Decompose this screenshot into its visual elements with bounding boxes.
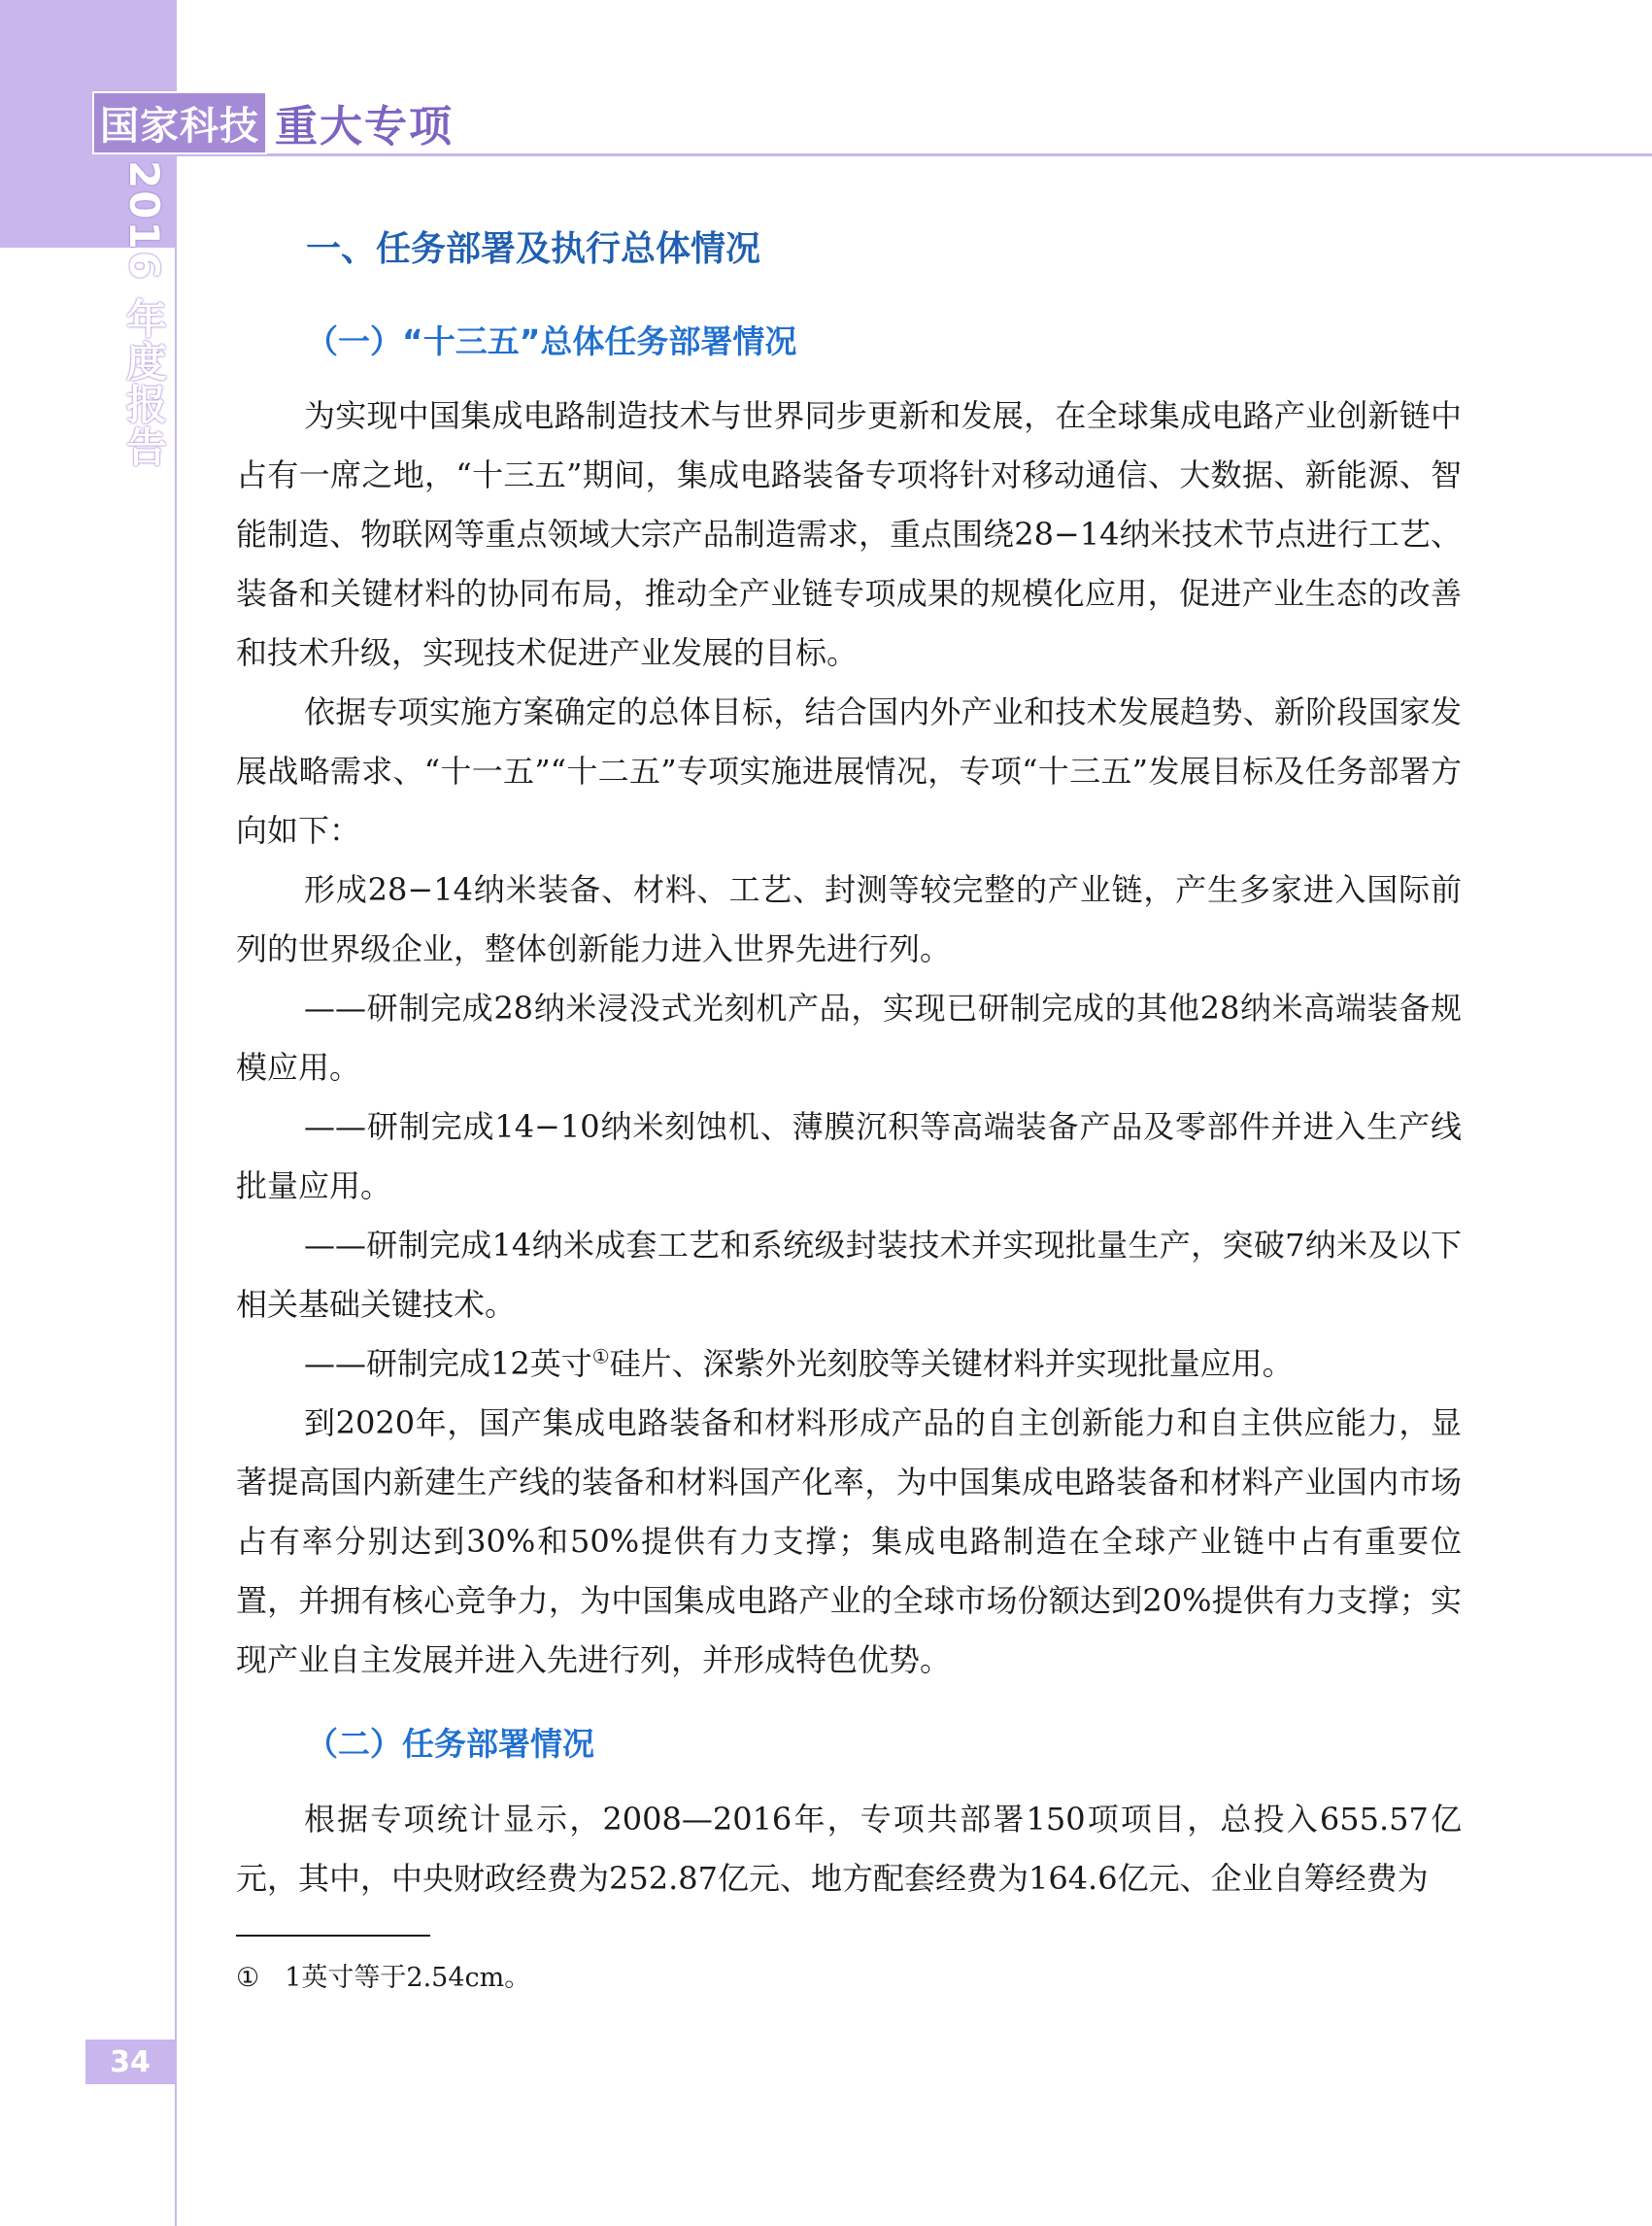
subsection-1-body <box>236 387 1462 1690</box>
brand-left-text: 国家科技 <box>92 91 267 154</box>
paragraph: ——研制完成28纳米浸没式光刻机产品，实现已研制完成的其他28纳米高端装备规模应用。 <box>236 990 1462 1086</box>
footnote-divider <box>236 1935 430 1937</box>
section-title: 一、任务部署及执行总体情况 <box>306 229 761 269</box>
footnote-mark: ① <box>236 1963 260 1993</box>
subsection-2-title: （二）任务部署情况 <box>306 1725 594 1763</box>
paragraph-text: 硅片、深紫外光刻胶等关键材料并实现批量应用。 <box>609 1345 1294 1382</box>
paragraph: 根据专项统计显示，2008—2016年，专项共部署150项项目，总投入655.57亿元，其中，中央财政经费为252.87亿元、地方配套经费为164.6亿元、企业自筹经费为 <box>236 1801 1462 1897</box>
subsection-2-body <box>236 1790 1462 1908</box>
paragraph-with-footnote <box>236 1334 1462 1394</box>
page-number: 34 <box>85 2040 175 2084</box>
brand-right-text: 重大专项 <box>275 102 454 152</box>
paragraph: 到2020年，国产集成电路装备和材料形成产品的自主创新能力和自主供应能力，显著提高国内新建生产线的装备和材料国产化率，为中国集成电路装备和材料产业国内市场占有率分别达到30%和50%提供有力支撑；集成电路制造在全球产业链中占有重要位置，并拥有核心竞争力，为中国集成电路产业的全球市场份额达到20%提供有力支撑；实现产业自主发展并进入先进行列，并形成特色优势。 <box>236 1404 1462 1678</box>
paragraph: ——研制完成14纳米成套工艺和系统级封装技术并实现批量生产，突破7纳米及以下相关基础关键技术。 <box>236 1227 1462 1323</box>
paragraph: 为实现中国集成电路制造技术与世界同步更新和发展，在全球集成电路产业创新链中占有一席之地，“十三五”期间，集成电路装备专项将针对移动通信、大数据、新能源、智能制造、物联网等重点领域大宗产品制造需求，重点围绕28−14纳米技术节点进行工艺、装备和关键材料的协同布局，推动全产业链专项成果的规模化应用，促进产业生态的改善和技术升级，实现技术促进产业发展的目标。 <box>236 397 1462 671</box>
paragraph: 依据专项实施方案确定的总体目标，结合国内外产业和技术发展趋势、新阶段国家发展战略需求、“十一五”“十二五”专项实施进展情况，专项“十三五”发展目标及任务部署方向如下： <box>236 693 1462 849</box>
paragraph-text: ——研制完成12英寸 <box>304 1345 592 1382</box>
footnote-text: 1英寸等于2.54cm。 <box>285 1963 531 1993</box>
report-year-label: 2016 年度报告 <box>120 160 168 469</box>
paragraph: 形成28−14纳米装备、材料、工艺、封测等较完整的产业链，产生多家进入国际前列的世界级企业，整体创新能力进入世界先进行列。 <box>236 871 1462 967</box>
footnote <box>236 1956 530 1994</box>
paragraph: ——研制完成14−10纳米刻蚀机、薄膜沉积等高端装备产品及零部件并进入生产线批量应用。 <box>236 1108 1462 1204</box>
subsection-1-title: （一）“十三五”总体任务部署情况 <box>306 322 797 360</box>
brand-logo <box>92 95 454 150</box>
footnote-reference[interactable]: ① <box>591 1344 610 1368</box>
